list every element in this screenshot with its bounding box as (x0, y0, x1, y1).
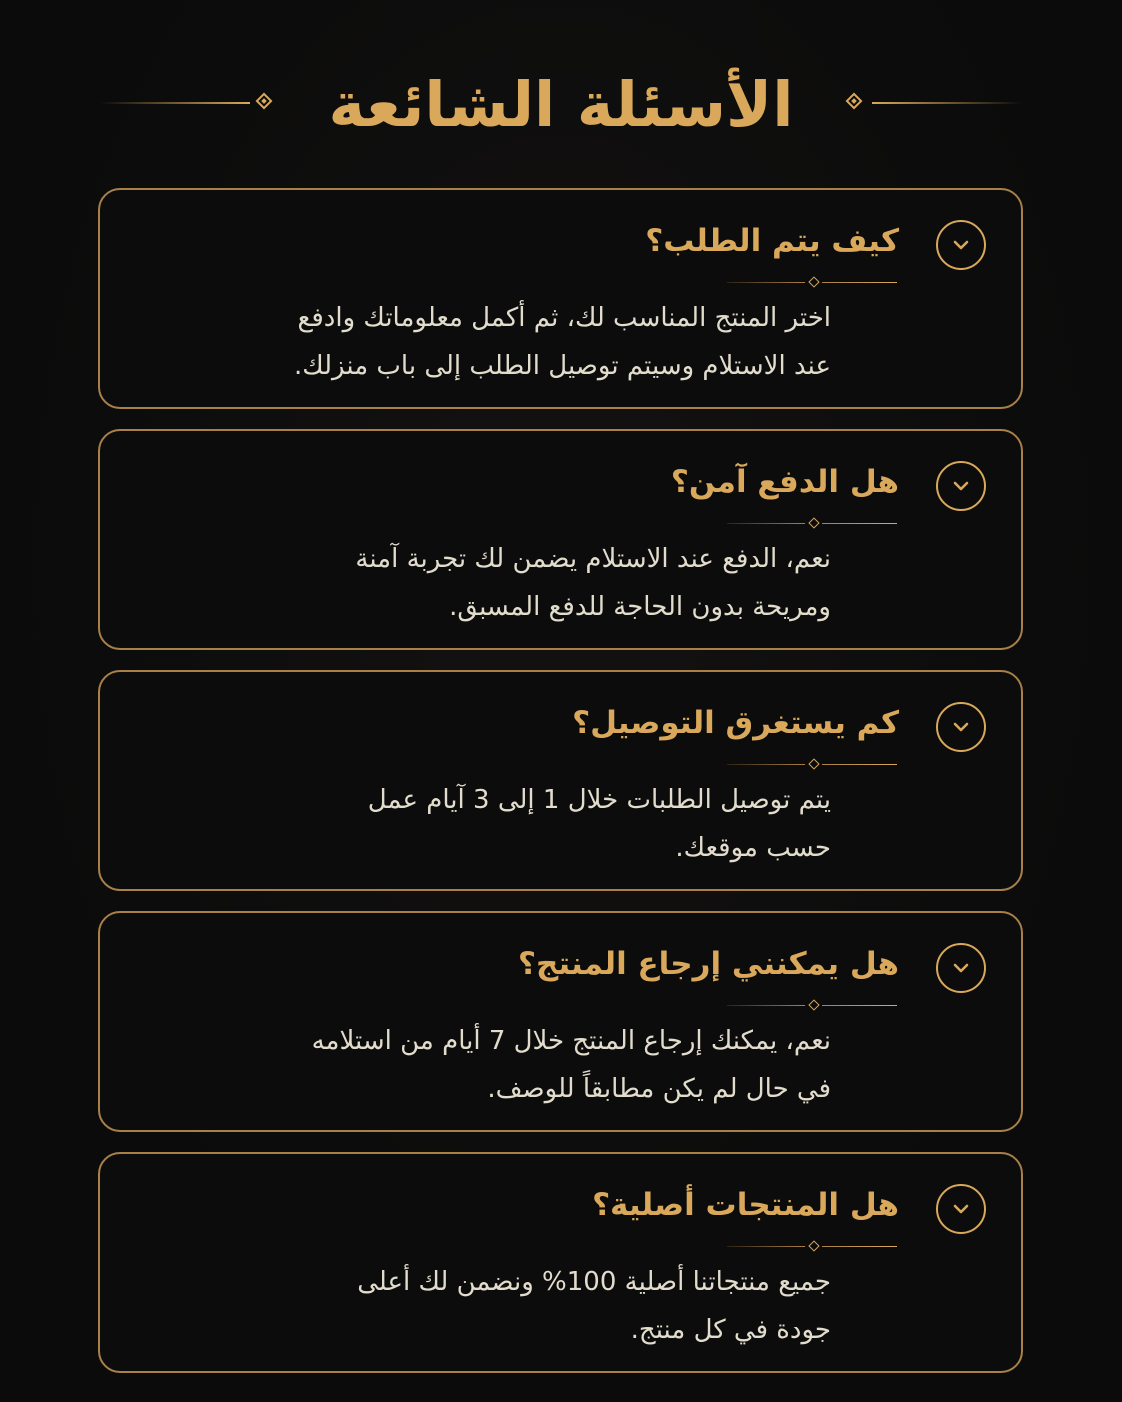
faq-divider (727, 1246, 897, 1248)
faq-question[interactable]: كم يستغرق التوصيل؟ (572, 705, 899, 741)
faq-answer-line: في حال لم يكن مطابقاً للوصف. (487, 1074, 831, 1104)
faq-question[interactable]: هل يمكنني إرجاع المنتج؟ (518, 946, 899, 982)
divider-line (727, 764, 805, 765)
faq-item[interactable] (98, 911, 1023, 1132)
diamond-icon (808, 517, 819, 528)
chevron-down-icon (949, 1197, 973, 1221)
title-ornament-right (842, 102, 1022, 104)
ornament-line (872, 102, 1022, 104)
faq-divider (727, 523, 897, 525)
diamond-icon (808, 276, 819, 287)
faq-answer-line: يتم توصيل الطلبات خلال 1 إلى 3 آيام عمل (367, 785, 831, 815)
faq-item[interactable] (98, 188, 1023, 409)
diamond-icon (808, 999, 819, 1010)
faq-item[interactable] (98, 1152, 1023, 1373)
faq-divider (727, 282, 897, 284)
faq-question[interactable]: هل الدفع آمن؟ (670, 464, 899, 500)
faq-answer (231, 776, 831, 872)
chevron-down-icon (949, 233, 973, 257)
divider-line (822, 523, 897, 524)
diamond-icon (846, 93, 863, 110)
faq-answer (231, 535, 831, 631)
faq-answer (231, 1258, 831, 1354)
faq-question[interactable]: هل المنتجات أصلية؟ (592, 1187, 899, 1223)
faq-toggle-button[interactable] (936, 702, 986, 752)
divider-line (727, 282, 805, 283)
divider-line (822, 1005, 897, 1006)
faq-item[interactable] (98, 670, 1023, 891)
faq-toggle-button[interactable] (936, 220, 986, 270)
page-header (0, 50, 1122, 160)
faq-answer-line: اختر المنتج المناسب لك، ثم أكمل معلوماتك وادفع (297, 303, 831, 333)
faq-answer-line: ومريحة بدون الحاجة للدفع المسبق. (449, 592, 831, 622)
ornament-line (100, 102, 250, 104)
diamond-icon (808, 1240, 819, 1251)
chevron-down-icon (949, 956, 973, 980)
faq-answer-line: جميع منتجاتنا أصلية 100% ونضمن لك أعلى (357, 1267, 831, 1297)
faq-divider (727, 764, 897, 766)
faq-answer-line: نعم، يمكنك إرجاع المنتج خلال 7 أيام من استلامه (311, 1026, 831, 1056)
chevron-down-icon (949, 715, 973, 739)
faq-toggle-button[interactable] (936, 461, 986, 511)
faq-toggle-button[interactable] (936, 1184, 986, 1234)
diamond-icon (256, 93, 273, 110)
divider-line (822, 1246, 897, 1247)
faq-answer (231, 294, 831, 390)
title-ornament-left (100, 102, 280, 104)
faq-question[interactable]: كيف يتم الطلب؟ (645, 223, 899, 259)
faq-divider (727, 1005, 897, 1007)
diamond-icon (808, 758, 819, 769)
faq-answer-line: حسب موقعك. (675, 833, 831, 863)
faq-answer-line: عند الاستلام وسيتم توصيل الطلب إلى باب منزلك. (293, 351, 831, 381)
faq-list (98, 188, 1023, 1393)
divider-line (727, 523, 805, 524)
faq-toggle-button[interactable] (936, 943, 986, 993)
divider-line (727, 1005, 805, 1006)
chevron-down-icon (949, 474, 973, 498)
faq-answer (231, 1017, 831, 1113)
faq-answer-line: جودة في كل منتج. (630, 1315, 831, 1345)
divider-line (727, 1246, 805, 1247)
faq-answer-line: نعم، الدفع عند الاستلام يضمن لك تجربة آمنة (355, 544, 831, 574)
divider-line (822, 282, 897, 283)
divider-line (822, 764, 897, 765)
faq-item[interactable] (98, 429, 1023, 650)
page-title: الأسئلة الشائعة (328, 68, 794, 141)
